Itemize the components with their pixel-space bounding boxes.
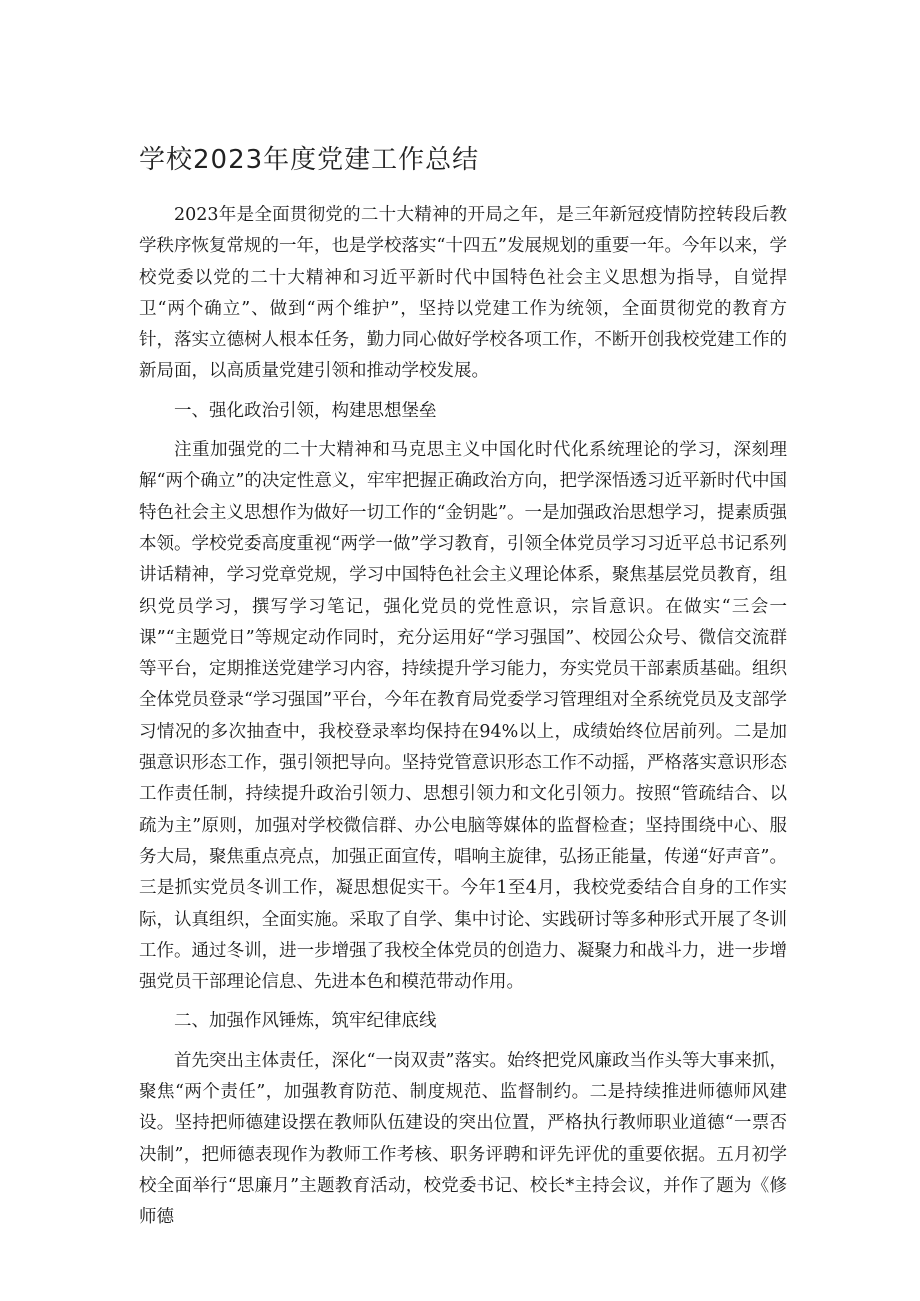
section-heading-2: 二、加强作风锤炼，筑牢纪律底线 [174,1011,437,1032]
section-1-paragraph: 注重加强党的二十大精神和马克思主义中国化时代化系统理论的学习，深刻理解“两个确立”的决定性意义，牢牢把握正确政治方向，把学深悟透习近平新时代中国特色社会主义思想作为做好一切工作的“金钥匙”。一是加强政治思想学习，提素质强本领。学校党委高度重视“两学一做”学习教育，引领全体党员学习习近平总书记系列讲话精神，学习党章党规，学习中国特色社会主义理论体系，聚焦基层党员教育，组织党员学习，撰写学习笔记，强化党员的党性意识，宗旨意识。在做实“三会一课”“主题党日”等规定动作同时，充分运用好“学习强国”、校园公众号、微信交流群等平台，定期推送党建学习内容，持续提升学习能力，夯实党员干部素质基础。组织全体党员登录“学习强国”平台，今年在教育局党委学习管理组对全系统党员及支部学习情况的多次抽查中，我校登录率均保持在94%以上，成绩始终位居前列。二是加强意识形态工作，强引领把导向。坚持党管意识形态工作不动摇，严格落实意识形态工作责任制，持续提升政治引领力、思想引领力和文化引领力。按照“管疏结合、以疏为主”原则，加强对学校微信群、办公电脑等媒体的监督检查；坚持围绕中心、服务大局，聚焦重点亮点，加强正面宣传，唱响主旋律，弘扬正能量，传递“好声音”。三是抓实党员冬训工作，凝思想促实干。今年1至4月，我校党委结合自身的工作实际，认真组织，全面实施。采取了自学、集中讨论、实践研讨等多种形式开展了冬训工作。通过冬训，进一步增强了我校全体党员的创造力、凝聚力和战斗力，进一步增强党员干部理论信息、先进本色和模范带动作用。 [139,440,787,993]
intro-paragraph: 2023年是全面贯彻党的二十大精神的开局之年，是三年新冠疫情防控转段后教学秩序恢复常规的一年，也是学校落实“十四五”发展规划的重要一年。今年以来，学校党委以党的二十大精神和习近平新时代中国特色社会主义思想为指导，自觉捍卫“两个确立”、做到“两个维护”，坚持以党建工作为统领，全面贯彻党的教育方针，落实立德树人根本任务，勤力同心做好学校各项工作，不断开创我校党建工作的新局面，以高质量党建引领和推动学校发展。 [139,205,787,382]
document-body [139,200,787,1234]
section-2-paragraph: 首先突出主体责任，深化“一岗双责”落实。始终把党风廉政当作头等大事来抓，聚焦“两个责任”，加强教育防范、制度规范、监督制约。二是持续推进师德师风建设。坚持把师德建设摆在教师队伍建设的突出位置，严格执行教师职业道德“一票否决制”，把师德表现作为教师工作考核、职务评聘和评先评优的重要依据。五月初学校全面举行“思廉月”主题教育活动，校党委书记、校长*主持会议，并作了题为《修师德 [139,1050,787,1228]
section-heading-1: 一、强化政治引领，构建思想堡垒 [174,400,437,421]
document-title: 学校2023年度党建工作总结 [139,145,480,175]
